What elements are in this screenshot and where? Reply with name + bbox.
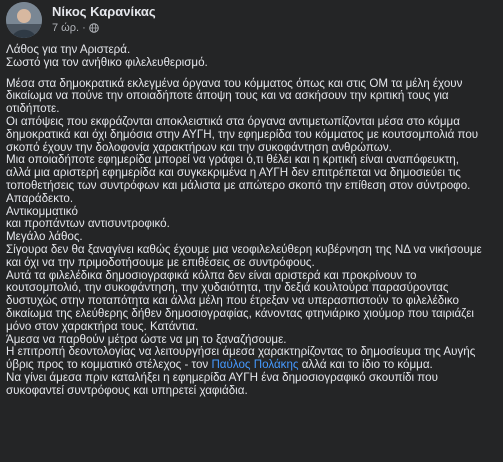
post-header — [0, 0, 503, 44]
post-text — [6, 44, 500, 398]
post-paragraph-3: Μια οποιαδήποτε εφημερίδα μπορεί να γράφει ό,τι θέλει και η κριτική είναι αναπόφευκτη, αλλά μια αριστερή εφημερίδα και συγκεκριμένα η ΑΥΓΗ δεν επιτρέπεται να δημοσιεύει τις τοποθετήσεις των συντρόφων και μάλιστα με απώτερο σκοπό την επίθεση στον σύντροφο. — [6, 153, 471, 192]
post-paragraph-7: Σίγουρα δεν θα ξαναγίνει καθώς έχουμε μια νεοφιλελεύθερη κυβέρνηση της ΝΔ να νικήσουμε και όχι να την πριμοδοτήσουμε με επιθέσεις σε συντρόφους. — [6, 242, 482, 269]
post-paragraph-4: Απαράδεκτο. — [6, 191, 74, 205]
post-time[interactable]: 7 ώρ. — [52, 22, 80, 34]
mention-prefix-text: Η επιτροπή δεοντολογίας να λειτουργήσει άμεσα χαρακτηρίζοντας το δημοσίευμα της Αυγής ύβρις προς το κομματικό στέλεχος - τον — [6, 345, 476, 372]
post-paragraph-9: Άμεσα να παρθούν μέτρα ώστε να μη το ξαναζήσουμε. — [6, 332, 287, 346]
post-paragraph-10 — [6, 346, 500, 372]
post-paragraph-2: Οι απόψεις που εκφράζονται αποκλειστικά στα όργανα αντιμετωπίζονται μέσα στο κόμμα δημοκρατικά και όχι δημόσια στην ΑΥΓΗ, την εφημερίδα του κόμματος με κουτσομπολιά που σκοπό έχουν την δολοφονία χαρακτήρων και την συκοφάντηση ανθρώπων. — [6, 114, 479, 154]
post-author-name[interactable]: Νίκος Καρανίκας — [52, 4, 156, 19]
mention-suffix-text: αλλά και το ίδιο το κόμμα. — [298, 358, 433, 372]
post-paragraph-8: Αυτά τα φιλελέδικα δημοσιογραφικά κόλπα δεν είναι αριστερά και προκρίνουν το κουτσομπολιό, την συκοφάντηση, την χυδαιότητα, την δεξιά κουλτούρα παρασύροντας δυστυχώς στην ποταπότητα και άλλα μέλη που έτρεξαν να υπερασπιστούν το φιλελέδικο δικαίωμα της ελεύθερης δήθεν δημοσιογραφίας, κάνοντας φτηνιάρικο χιούμορ που ταιριάζει μόνο στον χαρακτήρα τους. Κατάντια. — [6, 268, 475, 333]
meta-separator: · — [82, 22, 86, 34]
post-paragraph-1: Μέσα στα δημοκρατικά εκλεγμένα όργανα του κόμματος όπως και στις ΟΜ τα μέλη έχουν δικαίωμα να πούνε την οποιαδήποτε άποψη τους και να ασκήσουν την κριτική τους για οτιδήποτε. — [6, 76, 463, 116]
avatar[interactable] — [6, 2, 42, 38]
mention-link[interactable]: Παύλος Πολάκης — [211, 358, 299, 372]
post-paragraph-5: Αντικομματικό και προπάντων αντισυντροφικό. — [6, 204, 170, 231]
post-intro-line-2: Σωστό για τον ανήθικο φιλελευθερισμό. — [6, 55, 208, 69]
globe-icon[interactable] — [89, 23, 99, 33]
post-paragraph-6: Μεγάλο λάθος. — [6, 230, 83, 244]
avatar-photo-icon — [6, 2, 42, 38]
post-paragraph-11: Να γίνει άμεσα πριν καταλήξει η εφημερίδα ΑΥΓΗ ένα δημοσιογραφικό σκουπίδι που συκοφαντεί συντρόφους και υπηρετεί χαφιάδια. — [6, 370, 438, 397]
post-meta — [52, 22, 99, 34]
post-intro-line-1: Λάθος για την Αριστερά. — [6, 43, 131, 56]
